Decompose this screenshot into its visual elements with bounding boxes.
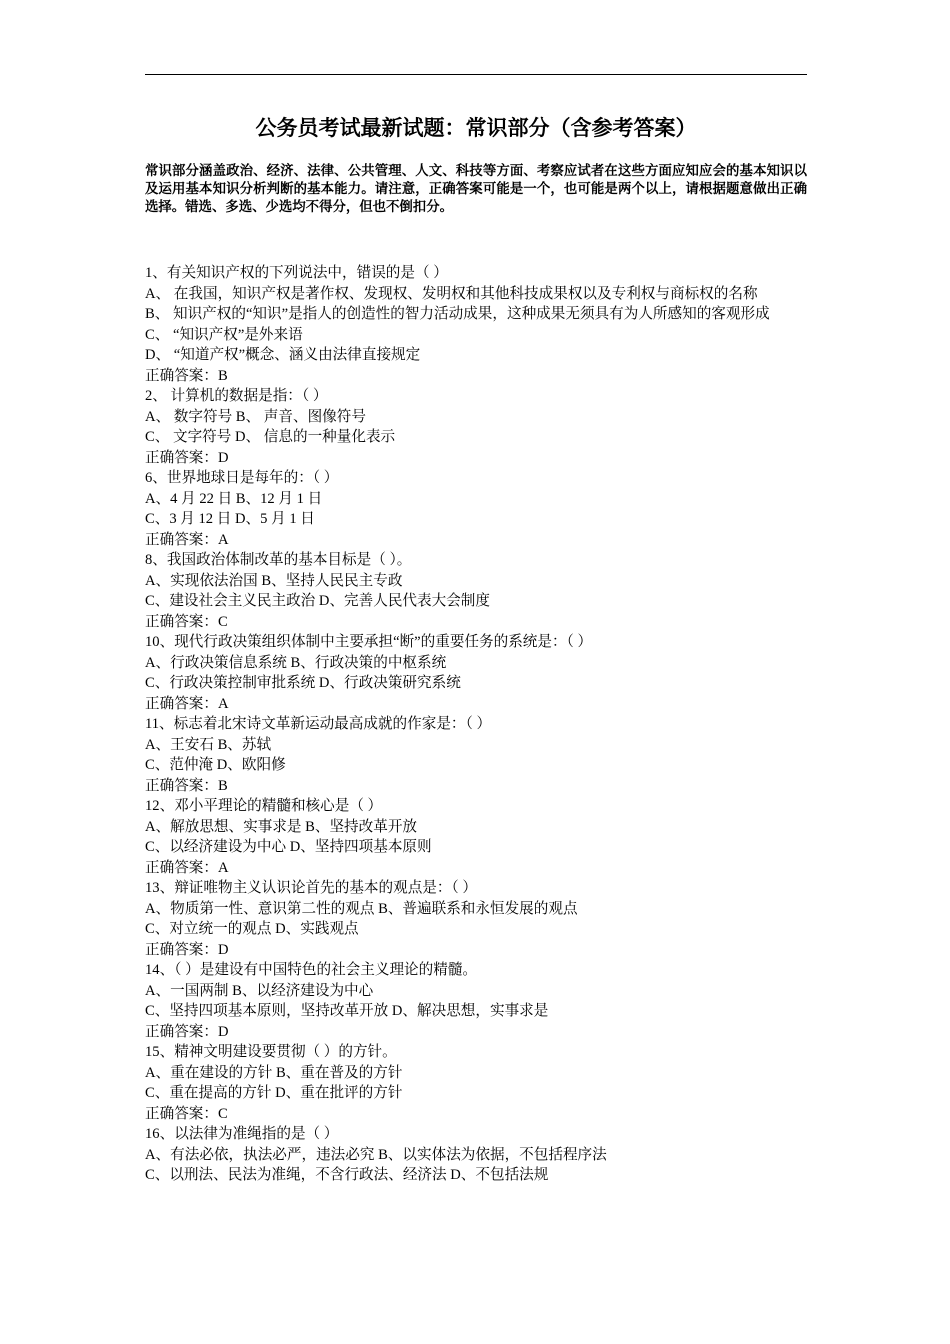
text-line: 12、邓小平理论的精髓和核心是（ ） — [145, 798, 383, 814]
text-line: 13、辩证唯物主义认识论首先的基本的观点是：（ ） — [145, 880, 478, 896]
text-line: A、解放思想、实事求是 B、坚持改革开放 — [145, 818, 418, 835]
text-line: A、4 月 22 日 B、12 月 1 日 — [145, 490, 323, 507]
text-line: A、物质第一性、意识第二性的观点 B、普遍联系和永恒发展的观点 — [145, 900, 578, 917]
text-line: C、范仲淹 D、欧阳修 — [145, 757, 286, 773]
text-line: C、以刑法、民法为准绳，不含行政法、经济法 D、不包括法规 — [145, 1167, 549, 1183]
text-line: C、行政决策控制审批系统 D、行政决策研究系统 — [145, 675, 461, 691]
question-list — [145, 263, 807, 1186]
text-line: D、 “知道产权”概念、涵义由法律直接规定 — [145, 347, 421, 363]
answer-line: 正确答案：D — [145, 449, 229, 466]
text-line: A、 在我国，知识产权是著作权、发现权、发明权和其他科技成果权以及专利权与商标权的名称 — [145, 285, 758, 302]
answer-line: 正确答案：A — [145, 695, 229, 712]
answer-line: 正确答案：A — [145, 531, 229, 548]
text-line: A、王安石 B、苏轼 — [145, 736, 272, 753]
text-line: C、 “知识产权”是外来语 — [145, 326, 303, 343]
text-line: C、 文字符号 D、 信息的一种量化表示 — [145, 429, 396, 445]
header-rule — [145, 74, 807, 75]
answer-line: 正确答案：B — [145, 367, 228, 384]
document-title: 公务员考试最新试题：常识部分（含参考答案） — [255, 115, 697, 140]
answer-line: 正确答案：B — [145, 777, 228, 794]
answer-line: 正确答案：C — [145, 1105, 228, 1122]
text-line: A、有法必依，执法必严，违法必究 B、以实体法为依据，不包括程序法 — [145, 1146, 607, 1163]
answer-line: 正确答案：C — [145, 613, 228, 630]
text-line: C、坚持四项基本原则，坚持改革开放 D、解决思想，实事求是 — [145, 1003, 549, 1019]
text-line: B、 知识产权的“知识”是指人的创造性的智力活动成果，这种成果无须具有为人所感知的客观形成 — [145, 306, 770, 322]
text-line: 14、（ ）是建设有中国特色的社会主义理论的精髓。 — [145, 962, 478, 978]
text-line: 6、世界地球日是每年的：（ ） — [145, 470, 339, 486]
intro-paragraph: 常识部分涵盖政治、经济、法律、公共管理、人文、科技等方面、考察应试者在这些方面应知应会的基本知识以及运用基本知识分析判断的基本能力。请注意，正确答案可能是一个，也可能是两个以上，请根据题意做出正确选择。错选、多选、少选均不得分，但也不倒扣分。 — [145, 164, 807, 215]
text-line: 2、 计算机的数据是指：（ ） — [145, 388, 328, 404]
answer-line: 正确答案：A — [145, 859, 229, 876]
text-line: 1、有关知识产权的下列说法中，错误的是（ ） — [145, 265, 448, 281]
text-line: 11、标志着北宋诗文革新运动最高成就的作家是：（ ） — [145, 716, 492, 732]
text-line: C、建设社会主义民主政治 D、完善人民代表大会制度 — [145, 593, 490, 609]
text-line: A、重在建设的方针 B、重在普及的方针 — [145, 1064, 403, 1081]
text-line: 15、精神文明建设要贯彻（ ）的方针。 — [145, 1044, 397, 1060]
text-line: C、以经济建设为中心 D、坚持四项基本原则 — [145, 839, 432, 855]
text-line: 16、以法律为准绳指的是（ ） — [145, 1126, 339, 1142]
text-line: A、 数字符号 B、 声音、图像符号 — [145, 408, 366, 425]
text-line: A、实现依法治国 B、坚持人民民主专政 — [145, 572, 403, 589]
text-line: C、3 月 12 日 D、5 月 1 日 — [145, 511, 315, 527]
text-line: A、一国两制 B、以经济建设为中心 — [145, 982, 374, 999]
text-line: 10、现代行政决策组织体制中主要承担“断”的重要任务的系统是：（ ） — [145, 634, 593, 650]
text-line: 8、我国政治体制改革的基本目标是（ ）。 — [145, 552, 412, 568]
answer-line: 正确答案：D — [145, 1023, 229, 1040]
text-line: C、对立统一的观点 D、实践观点 — [145, 921, 359, 937]
text-line: A、行政决策信息系统 B、行政决策的中枢系统 — [145, 654, 447, 671]
answer-line: 正确答案：D — [145, 941, 229, 958]
text-line: C、重在提高的方针 D、重在批评的方针 — [145, 1085, 403, 1101]
